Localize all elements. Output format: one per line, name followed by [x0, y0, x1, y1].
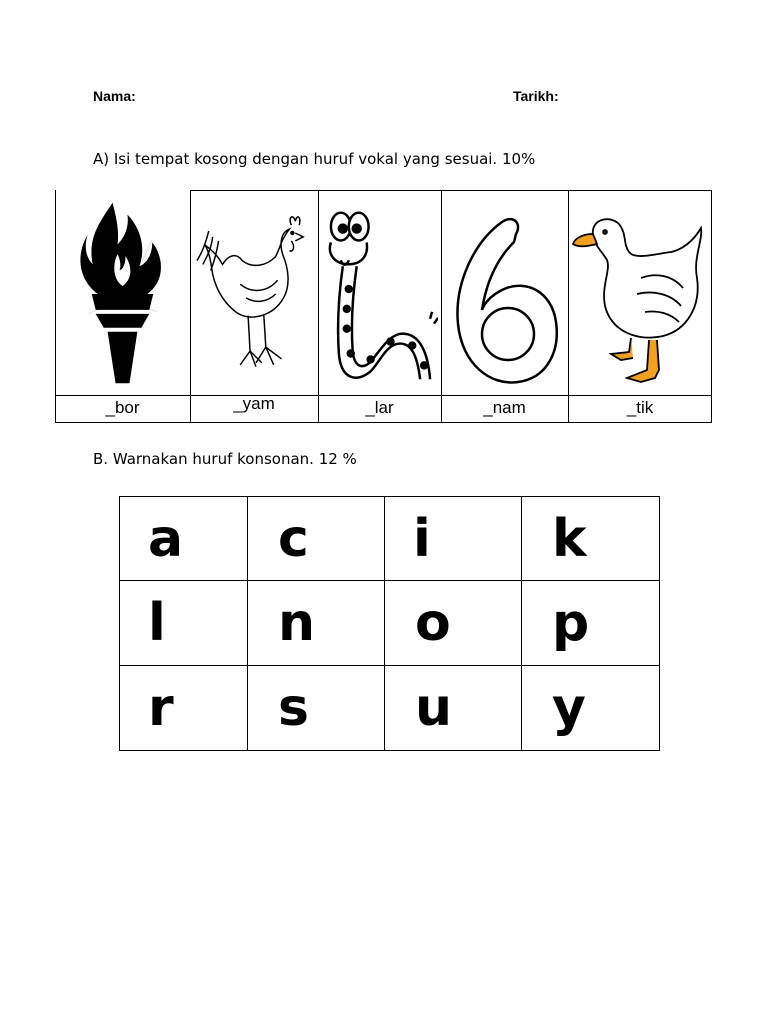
picture-cell-chicken — [190, 190, 318, 423]
word-snake: _lar — [365, 398, 394, 417]
word-six: _nam — [483, 398, 526, 417]
letter-cell[interactable]: r — [120, 666, 248, 751]
word-duck: _tik — [626, 398, 654, 417]
name-label: Nama: — [93, 88, 136, 104]
snake-icon — [321, 194, 438, 392]
section-a-instruction: A) Isi tempat kosong dengan huruf vokal yang sesuai. 10% — [93, 150, 536, 168]
letter-cell[interactable]: k — [522, 497, 660, 581]
picture-cell-torch — [55, 190, 190, 423]
letter-row — [120, 497, 660, 581]
letter-row — [120, 581, 660, 666]
letter-cell[interactable]: s — [248, 666, 385, 751]
letter-cell[interactable]: l — [120, 581, 248, 666]
letter-cell[interactable]: n — [248, 581, 385, 666]
picture-word-table — [55, 190, 712, 423]
chicken-icon — [193, 194, 315, 392]
word-chicken: _yam — [233, 394, 275, 413]
date-label: Tarikh: — [513, 88, 559, 104]
consonant-letter-grid — [119, 496, 660, 751]
letter-cell[interactable]: a — [120, 497, 248, 581]
picture-cell-duck — [568, 190, 712, 423]
picture-cell-six — [441, 190, 568, 423]
section-b-instruction: B. Warnakan huruf konsonan. 12 % — [93, 450, 357, 468]
number-six-icon — [444, 194, 565, 392]
letter-cell[interactable]: c — [248, 497, 385, 581]
torch-icon — [58, 194, 187, 392]
letter-cell[interactable]: i — [385, 497, 522, 581]
letter-cell[interactable]: o — [385, 581, 522, 666]
word-torch: _bor — [105, 398, 140, 417]
letter-cell[interactable]: y — [522, 666, 660, 751]
letter-cell[interactable]: p — [522, 581, 660, 666]
duck-icon — [571, 194, 709, 392]
picture-cell-snake — [318, 190, 441, 423]
letter-cell[interactable]: u — [385, 666, 522, 751]
letter-row — [120, 666, 660, 751]
